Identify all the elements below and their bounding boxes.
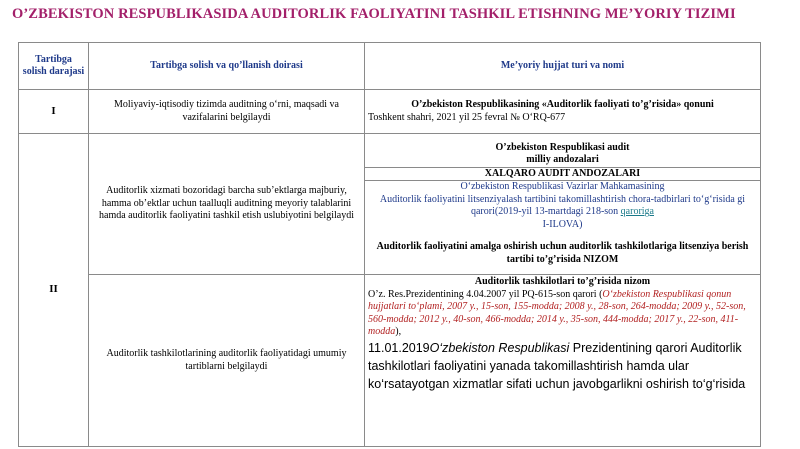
scope-cell: Auditorlik xizmati bozoridagi barcha sub’ektlarga majburiy, hamma ob’ektlar uchun taalluqli auditning meyoriy talablarini hamda auditorlik faoliyatini tashkil etish uslubiyotini belgilaydi (89, 134, 365, 275)
law-title: O’zbekiston Respublikasining «Auditorlik faoliyati to’g’risida» qonuni (411, 99, 714, 110)
table-header-row (19, 43, 761, 90)
scope-cell: Auditorlik tashkilotlarining auditorlik faoliyatidagi umumiy tartiblarni belgilaydi (89, 275, 365, 447)
licence-regulation: Auditorlik faoliyatini amalga oshirish uchun auditorlik tashkilotlariga litsenziya berish tartibi to’g’risida NIZOM (376, 241, 749, 265)
national-standards: O’zbekiston Respublikasi audit milliy andozalari (495, 141, 630, 166)
international-standards: XALQARO AUDIT ANDOZALARI (484, 167, 641, 179)
scope-cell: Moliyaviy-iqtisodiy tizimda auditning o‘rni, maqsadi va vazifalarini belgilaydi (89, 90, 365, 134)
header-scope: Tartibga solish va qo’llanish doirasi (89, 43, 365, 90)
level-cell: I (19, 90, 89, 134)
norms-table (18, 42, 761, 447)
document-cell (365, 275, 761, 447)
nizom-title: Auditorlik tashkilotlari to’g’risida nizom (474, 276, 651, 287)
page-title: O’ZBEKISTON RESPUBLIKASIDA AUDITORLIK FAOLIYATINI TASHKIL ETISHNING ME’YORIY TIZIMI (12, 6, 736, 22)
cabinet-decree: O‘zbekiston Respublikasi Vazirlar Mahkamasining Auditorlik faoliyatini litsenziyalash tartibini takomillashtirish chora-tadbirlari to‘g‘risida gi qarori(2019-yil 13-martdagi 218-son qaroriga I-ILOVA) (379, 181, 746, 230)
document-cell (365, 134, 761, 275)
table-row (19, 90, 761, 134)
table-row (19, 134, 761, 275)
header-document: Me’yoriy hujjat turi va nomi (365, 43, 761, 90)
presidential-decree-2019: 11.01.2019O‘zbekiston Respublikasi Prezidentining qarori Auditorlik tashkilotlari faoliyatini yanada takomillashtirish hamda ular ko‘rsatayotgan xizmatlar sifati uchun javobgarlikni oshirish to‘g‘risida (368, 340, 746, 391)
table-row (19, 275, 761, 447)
presidential-decree: O’z. Res.Prezidentining 4.04.2007 yil PQ-615-son qarori (O‘zbekiston Respublikasi qonun hujjatlari to‘plami, 2007 y., 15-son, 155-modda; 2008 y., 28-son, 264-modda; 2009 y., 52-son, 560-modda; 2012 y., 40-son, 466-modda; 2014 y., 35-son, 444-modda; 2017 y., 22-son, 411-modda), (368, 288, 746, 337)
law-subtitle: Toshkent shahri, 2021 yil 25 fevral № O‘RQ-677 (368, 111, 566, 123)
document-cell (365, 90, 761, 134)
level-cell: II (19, 134, 89, 447)
header-level: Tartibga solish darajasi (19, 43, 89, 90)
decree-link[interactable]: qaroriga (620, 206, 654, 218)
